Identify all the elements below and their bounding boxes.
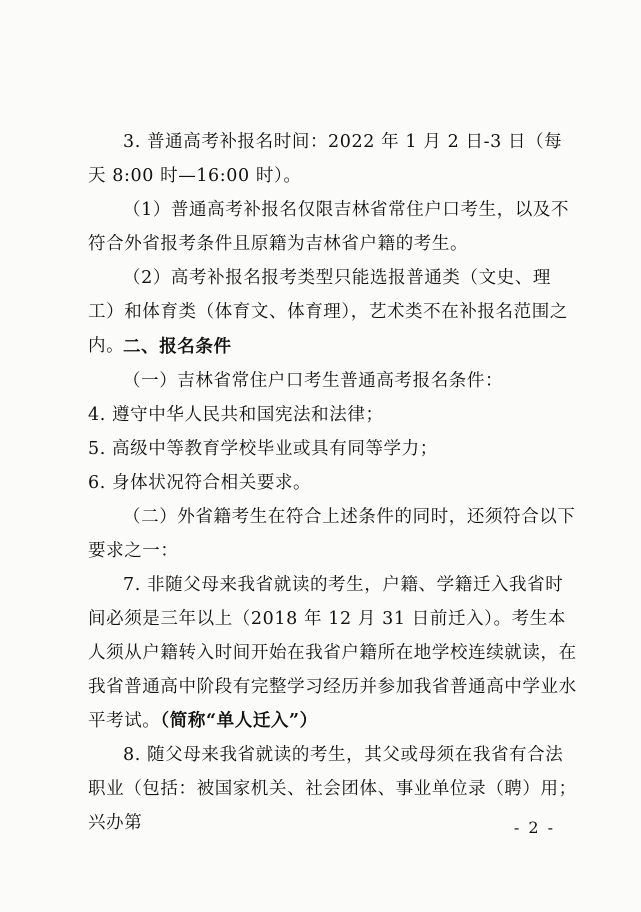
paragraph-item-1: （1）普通高考补报名仅限吉林省常住户口考生，以及不符合外省报考条件且原籍为吉林省户籍的考生。: [88, 200, 570, 254]
paragraph-condition-7: [88, 568, 578, 738]
paragraph-subsection-1: （一）吉林省常住户口考生普通高考报名条件：: [123, 371, 504, 391]
paragraph-item-2: （2）高考补报名报考类型只能选报普通类（文史、理工）和体育类（体育文、体育理），艺术类不在补报名范围之内。: [88, 268, 568, 356]
paragraph-condition-5: 5. 高级中等教育学校毕业或具有同等学力；: [88, 439, 438, 459]
condition-7-text: 7. 非随父母来我省就读的考生，户籍、学籍迁入我省时间必须是三年以上（2018 年 12 月 31 日前迁入）。考生本人须从户籍转入时间开始在我省户籍所在地学校连续就读，在我省普通高中阶段有完整学习经历并参加我省普通高中学业水平考试。: [88, 575, 577, 731]
paragraph-registration-time: 3. 普通高考补报名时间：2022 年 1 月 2 日-3 日（每天 8:00 时—16:00 时）。: [88, 132, 563, 186]
paragraph-condition-8: 8. 随父母来我省就读的考生，其父或母须在我省有合法职业（包括：被国家机关、社会团体、事业单位录（聘）用；兴办第: [88, 745, 577, 833]
page-number: - 2 -: [513, 818, 555, 837]
paragraph-condition-4: 4. 遵守中华人民共和国宪法和法律；: [88, 405, 384, 425]
section-heading-conditions: 二、报名条件: [123, 337, 232, 357]
paragraph-condition-6: 6. 身体状况符合相关要求。: [88, 473, 312, 493]
paragraph-subsection-2: （二）外省籍考生在符合上述条件的同时，还须符合以下要求之一：: [88, 507, 576, 561]
condition-7-abbreviation: （简称“单人迁入”）: [160, 711, 318, 731]
